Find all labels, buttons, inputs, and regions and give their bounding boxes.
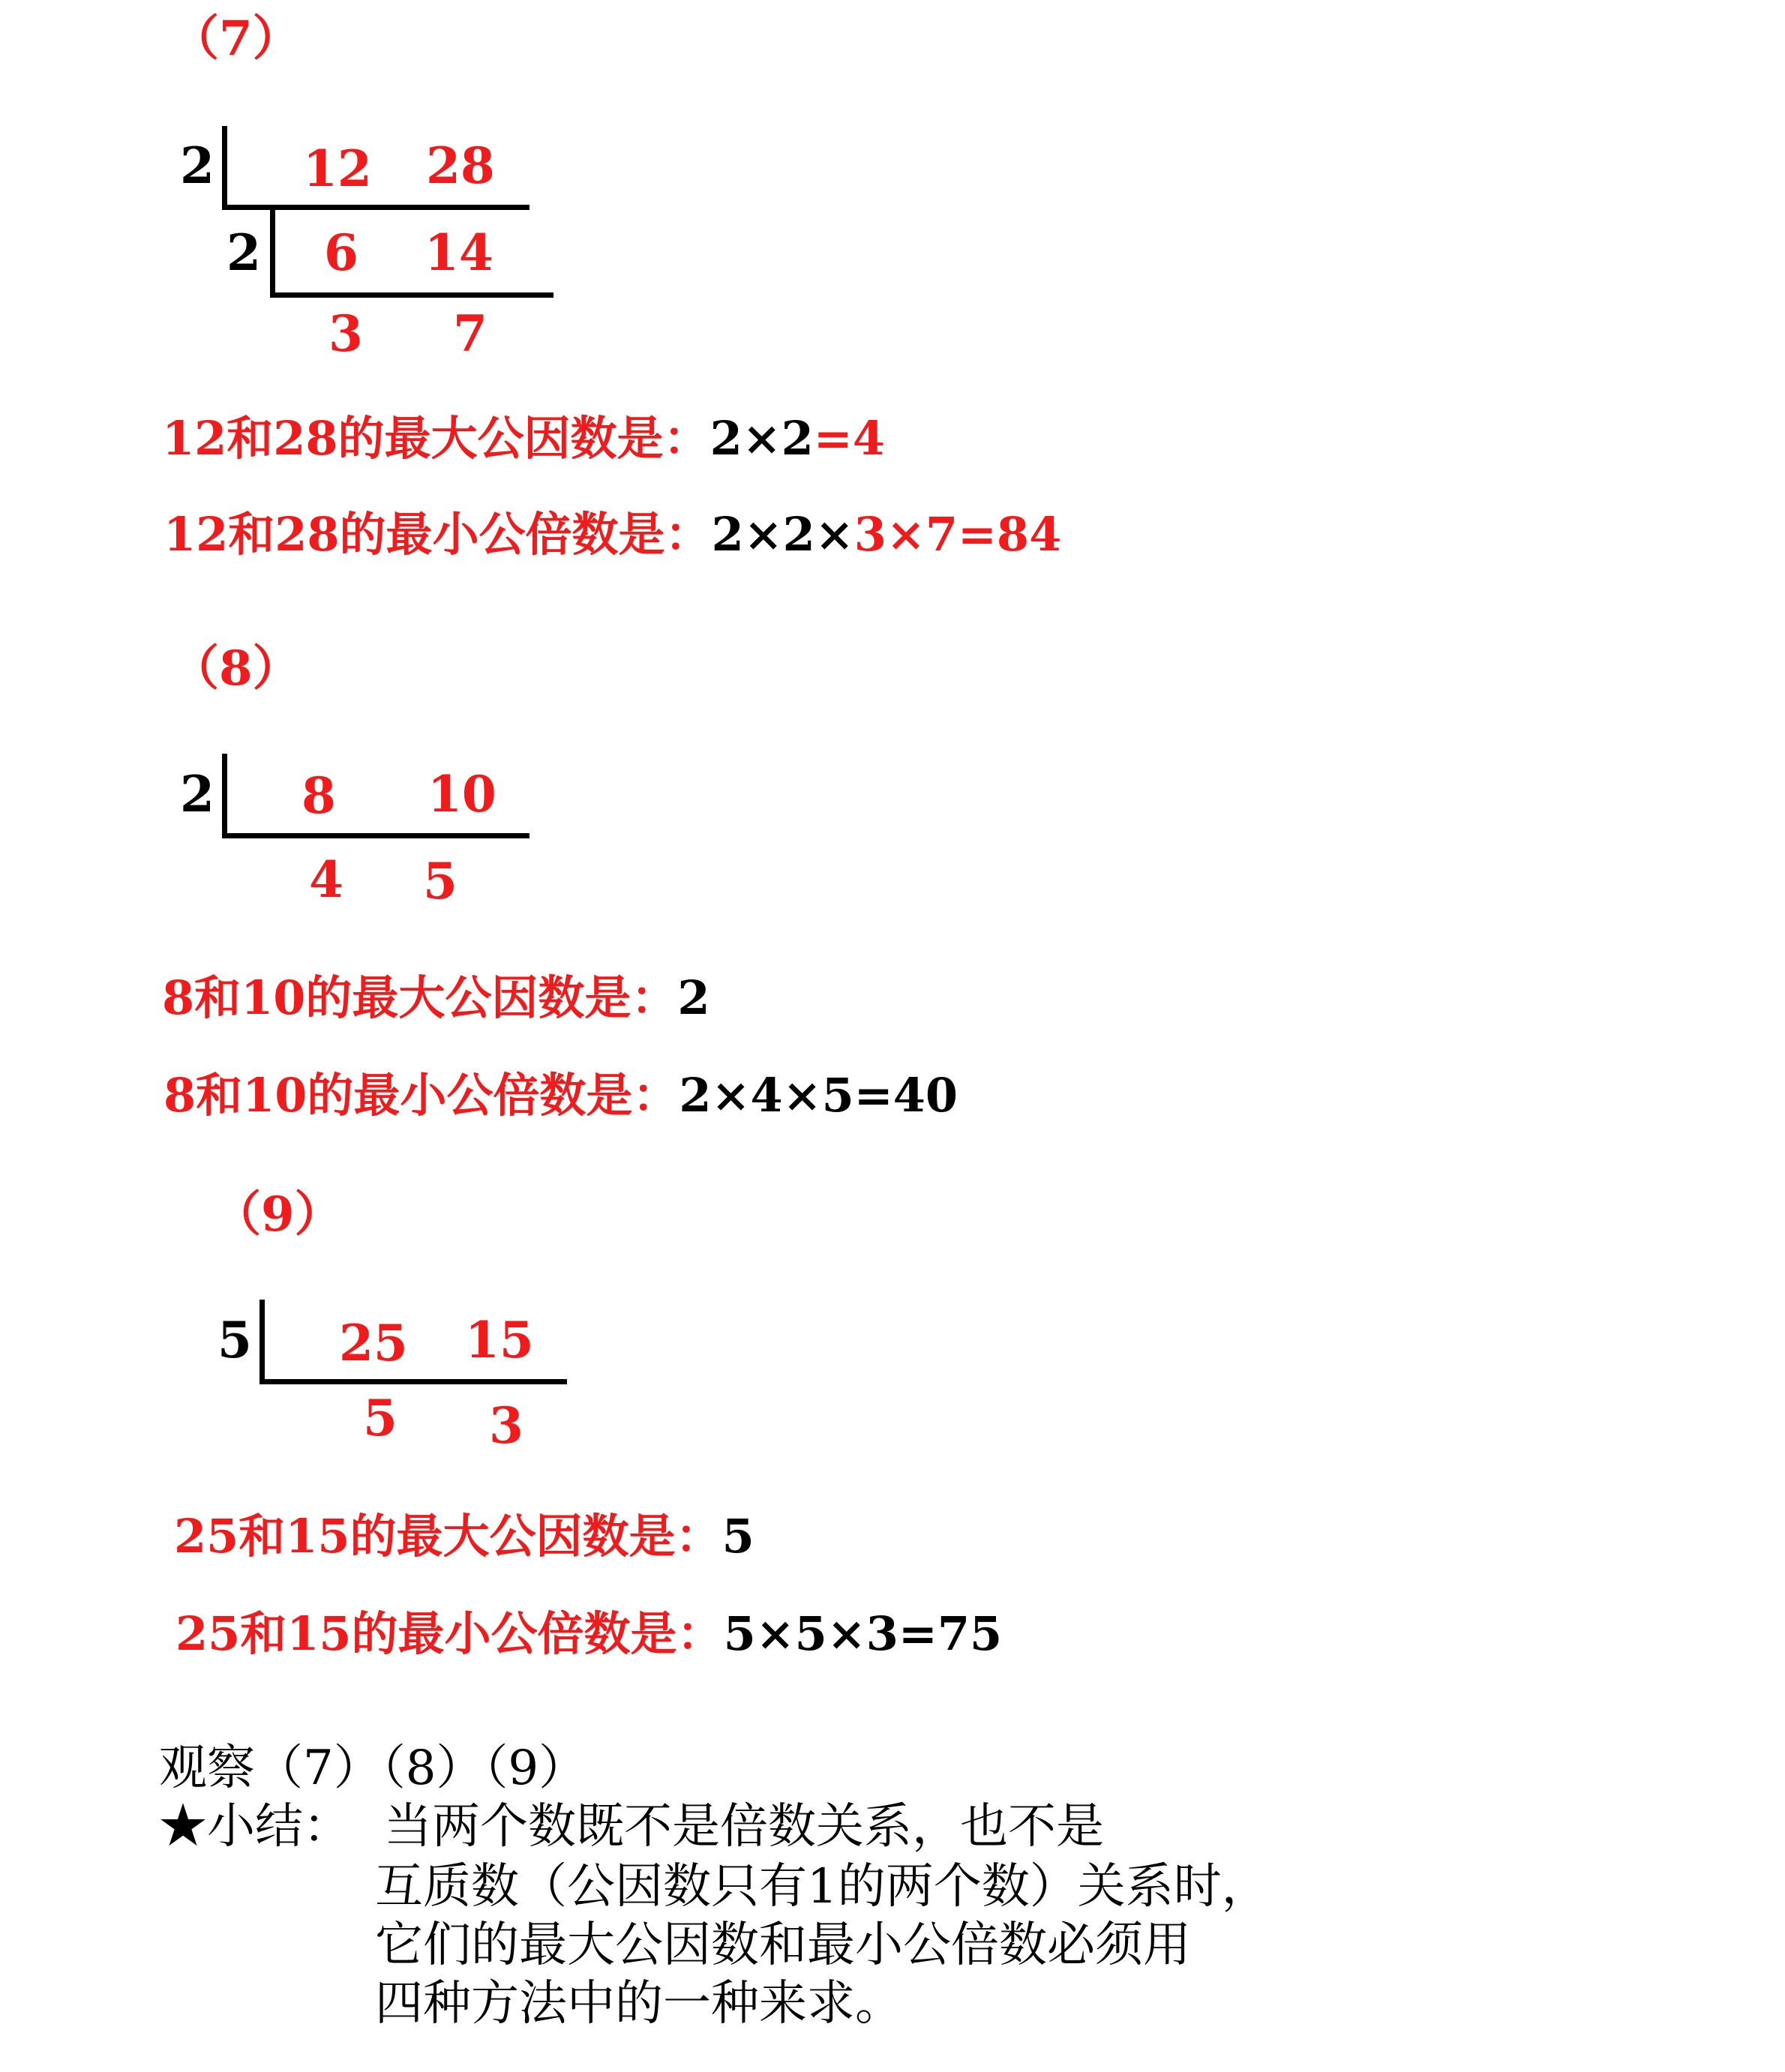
- problem-7-row2-a: 6: [324, 223, 358, 282]
- problem-7-row1-a: 12: [303, 139, 372, 198]
- problem-8-row2-a: 4: [309, 850, 344, 909]
- problem-9-divisor: 5: [218, 1311, 252, 1369]
- problem-7-lcm-expr: 2×2×: [711, 507, 854, 562]
- problem-7-gcf-line: [162, 411, 885, 466]
- problem-9-row1-b: 15: [465, 1311, 534, 1369]
- problem-9-gcf-text: 25和15的最大公因数是：: [174, 1509, 722, 1564]
- problem-9-label: （9）: [213, 1186, 343, 1243]
- summary-title: 小结：: [207, 1799, 351, 1855]
- problem-7-lcm-text: 12和28的最小公倍数是：: [164, 507, 712, 562]
- problem-9-lcm-line: [176, 1606, 1003, 1661]
- problem-7-gcf-result: =4: [813, 411, 885, 466]
- problem-7-label: （7）: [171, 10, 301, 67]
- problem-7-divisor-1: 2: [180, 136, 214, 195]
- problem-8-lcm-expr: 2×4×5=40: [679, 1068, 958, 1123]
- problem-8-divisor: 2: [180, 765, 214, 823]
- problem-9-row1-a: 25: [339, 1314, 408, 1372]
- problem-9-bracket-vertical: [260, 1300, 265, 1384]
- problem-8-lcm-text: 8和10的最小公倍数是：: [164, 1068, 680, 1123]
- problem-9-gcf-line: [174, 1509, 754, 1564]
- summary-line-1: 当两个数既不是倍数关系，也不是: [384, 1799, 1104, 1855]
- problem-7-bracket-1-vertical: [222, 126, 227, 210]
- problem-7-lcm-line: [164, 507, 1062, 562]
- problem-8-row1-b: 10: [428, 765, 496, 823]
- problem-7-gcf-text: 12和28的最大公因数是：: [162, 411, 710, 466]
- problem-7-row1-b: 28: [426, 136, 495, 195]
- problem-8-bracket-horizontal: [222, 833, 530, 838]
- problem-9-row2-b: 3: [489, 1396, 524, 1455]
- problem-9-lcm-expr: 5×5×3=75: [723, 1606, 1003, 1661]
- problem-8-gcf-expr: 2: [677, 970, 710, 1025]
- problem-9-bracket-horizontal: [260, 1379, 567, 1384]
- summary-line-3: 它们的最大公因数和最小公倍数必须用: [375, 1918, 1191, 1973]
- problem-7-divisor-2: 2: [226, 223, 261, 282]
- problem-8-gcf-text: 8和10的最大公因数是：: [162, 970, 678, 1025]
- problem-8-row2-b: 5: [423, 852, 458, 910]
- summary-line-4: 四种方法中的一种来求。: [375, 1976, 903, 2032]
- problem-7-row3-b: 7: [453, 304, 488, 363]
- problem-7-bracket-2-horizontal: [270, 292, 554, 298]
- problem-7-lcm-result: 3×7=84: [854, 507, 1062, 562]
- problem-8-gcf-line: [162, 970, 710, 1025]
- problem-7-bracket-2-vertical: [270, 210, 275, 298]
- problem-8-lcm-line: [164, 1068, 958, 1123]
- summary-heading: [159, 1799, 351, 1855]
- summary-line-2: 互质数（公因数只有1的两个数）关系时，: [375, 1859, 1270, 1915]
- problem-9-row2-a: 5: [363, 1389, 398, 1447]
- problem-7-bracket-1-horizontal: [222, 205, 530, 210]
- star-icon: ★: [159, 1799, 207, 1855]
- summary-observe: 观察（7）（8）（9）: [159, 1741, 587, 1796]
- problem-9-gcf-expr: 5: [722, 1509, 754, 1564]
- problem-8-label: （8）: [171, 640, 301, 697]
- problem-7-row3-a: 3: [328, 304, 363, 363]
- problem-8-row1-a: 8: [302, 766, 336, 825]
- problem-7-row2-b: 14: [424, 223, 494, 282]
- problem-9-lcm-text: 25和15的最小公倍数是：: [176, 1606, 724, 1661]
- problem-8-bracket-vertical: [222, 754, 227, 838]
- problem-7-gcf-expr: 2×2: [710, 411, 814, 466]
